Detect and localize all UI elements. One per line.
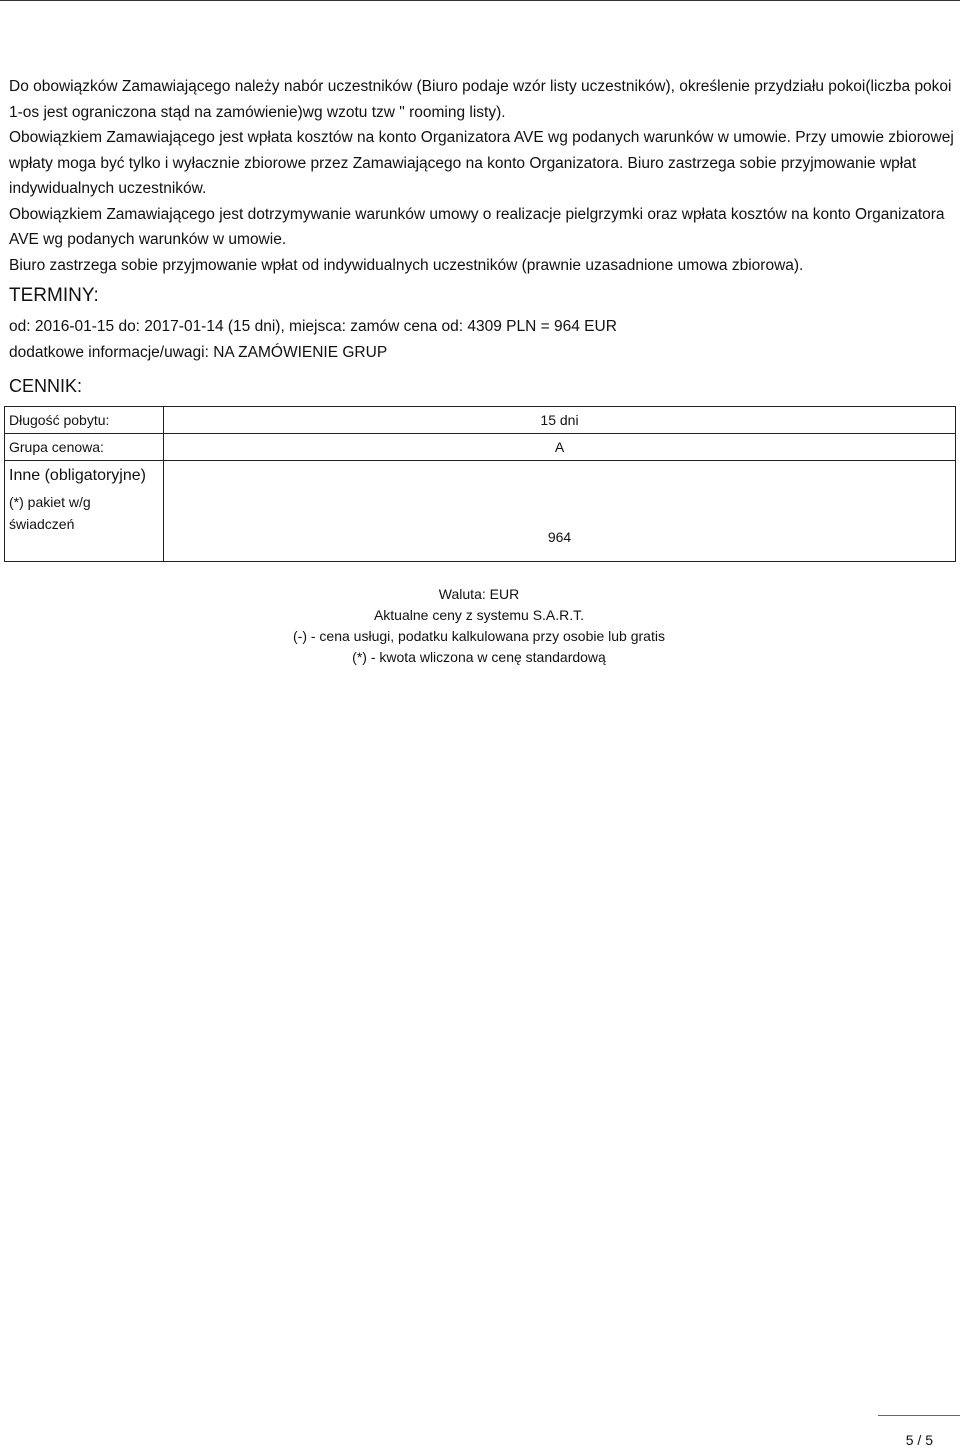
terms-heading: TERMINY: [9, 285, 99, 306]
star-note: (*) - kwota wliczona w cenę standardową [352, 649, 606, 665]
currency-note: Waluta: EUR [438, 586, 520, 602]
top-rule [0, 0, 960, 1]
package-value-spacer [164, 504, 955, 526]
other-value-blank [164, 474, 955, 504]
package-label: (*) pakiet w/g świadczeń [9, 494, 91, 532]
paragraph-participants: Do obowiązków Zamawiającego należy nabór uczestników (Biuro podaje wzór listy uczestników), określenie przydziału pokoi(liczba pokoi 1-os jest ograniczona stąd na zamówienie)wg wzotu tzw " rooming listy). [9, 78, 952, 121]
source-note: Aktualne ceny z systemu S.A.R.T. [373, 607, 585, 623]
pricing-heading: CENNIK: [9, 376, 83, 396]
price-table [4, 406, 956, 562]
price-notes [9, 584, 949, 668]
table-row [5, 434, 956, 461]
group-value: A [164, 434, 956, 461]
package-value-cell [164, 461, 956, 562]
terms-line: od: 2016-01-15 do: 2017-01-14 (15 dni), miejsca: zamów cena od: 4309 PLN = 964 EUR [9, 318, 617, 335]
footer-rule [878, 1415, 960, 1416]
table-row [5, 461, 956, 562]
package-value: 964 [547, 529, 572, 545]
paragraph-reservation: Biuro zastrzega sobie przyjmowanie wpłat od indywidualnych uczestników (prawnie uzasadnione umowa zbiorowa). [9, 256, 804, 274]
terms-additional-info: dodatkowe informacje/uwagi: NA ZAMÓWIENIE GRUP [9, 344, 388, 361]
other-label: Inne (obligatoryjne) [9, 467, 146, 484]
duration-label: Długość pobytu: [5, 407, 164, 434]
document-content [9, 74, 957, 668]
dash-note: (-) - cena usługi, podatku kalkulowana przy osobie lub gratis [293, 628, 665, 644]
paragraph-contract: Obowiązkiem Zamawiającego jest dotrzymywanie warunków umowy o realizacje pielgrzymki oraz wpłata kosztów na konto Organizatora AVE wg podanych warunków w umowie. [9, 205, 945, 248]
duration-value: 15 dni [164, 407, 956, 434]
paragraph-payment: Obowiązkiem Zamawiającego jest wpłata kosztów na konto Organizatora AVE wg podanych warunków w umowie. Przy umowie zbiorowej wpłaty moga być tylko i wyłacznie zbiorowe przez Zamawiającego na konto Organizatora. Biuro zastrzega sobie przyjmowanie wpłat indywidualnych uczestników. [9, 129, 954, 197]
package-spacer [5, 535, 163, 561]
table-row [5, 407, 956, 434]
page-number: 5 / 5 [905, 1432, 933, 1448]
group-label: Grupa cenowa: [5, 434, 164, 461]
other-label-cell [5, 461, 164, 562]
